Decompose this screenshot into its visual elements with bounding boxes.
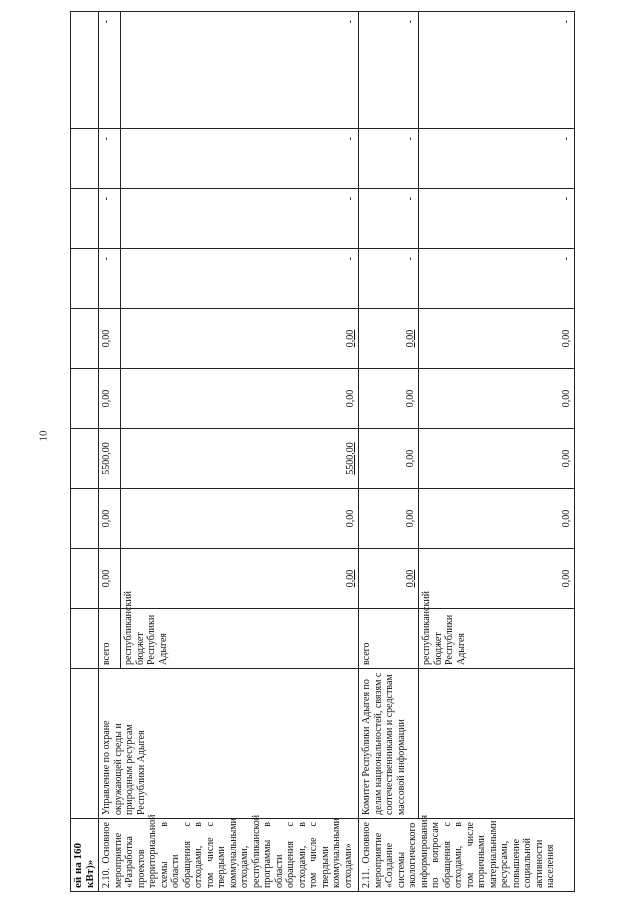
value-cell: 0,00: [99, 309, 121, 369]
dash-cell: -: [359, 129, 419, 189]
dash-cell: -: [121, 12, 359, 129]
source-budget: республиканский бюджет Республики Адыгея: [419, 609, 575, 669]
page-number: 10: [37, 430, 50, 442]
value-cell: 0,00: [121, 549, 359, 609]
table-row: [419, 12, 575, 892]
value-cell: 0,00: [419, 489, 575, 549]
value-cell: 0,00: [121, 369, 359, 429]
value-cell: 0,00: [359, 369, 419, 429]
header-row: [71, 12, 99, 892]
value-cell: 0,00: [419, 369, 575, 429]
value-cell: 0,00: [121, 489, 359, 549]
value-cell: 0,00: [359, 429, 419, 489]
dash-cell: -: [121, 189, 359, 249]
value-cell: 0,00: [419, 309, 575, 369]
header-fragment: ей на 160 кВт)»: [71, 819, 99, 892]
value-cell: 0,00: [419, 429, 575, 489]
dash-cell: -: [99, 249, 121, 309]
value-cell: 0,00: [359, 309, 419, 369]
dash-cell: -: [419, 129, 575, 189]
dash-cell: -: [359, 249, 419, 309]
dash-cell: -: [359, 189, 419, 249]
table-row: [359, 12, 419, 892]
budget-table: [70, 11, 575, 892]
executor-2-10: Управление по охране окружающей среды и природным ресурсам Республики Адыгея: [99, 669, 359, 819]
value-cell: 5500,00: [99, 429, 121, 489]
value-cell: 0,00: [99, 549, 121, 609]
value-cell: 0,00: [99, 369, 121, 429]
source-budget: республиканский бюджет Республики Адыгея: [121, 609, 359, 669]
value-cell: 0,00: [359, 489, 419, 549]
value-cell: 0,00: [359, 549, 419, 609]
value-cell: 0,00: [121, 309, 359, 369]
executor-2-11: Комитет Республики Адыгея по делам национальностей, связям с соотечественниками и средствам массовой информации: [359, 669, 419, 819]
dash-cell: -: [419, 12, 575, 129]
dash-cell: -: [99, 129, 121, 189]
dash-cell: -: [99, 189, 121, 249]
dash-cell: -: [99, 12, 121, 129]
source-total: всего: [359, 609, 419, 669]
rotated-budget-table: [70, 12, 582, 892]
value-cell: 5500,00: [121, 429, 359, 489]
dash-cell: -: [121, 129, 359, 189]
dash-cell: -: [121, 249, 359, 309]
value-cell: 0,00: [99, 489, 121, 549]
measure-2-11: 2.11. Основное мероприятие «Создание системы экологического информирования по вопросам обращения с отходами, в том числе вторичными материальными ресурсами, повышение социальной активности населения: [359, 819, 575, 892]
table-row: [99, 12, 121, 892]
measure-2-10: 2.10. Основное мероприятие «Разработка проектов территориальной схемы в области обращения с отходами, в том числе с твердыми коммунальными отходами, республиканской программы в области обращения с отходами, в том числе с твердыми коммунальными отходами»: [99, 819, 359, 892]
value-cell: 0,00: [419, 549, 575, 609]
source-total: всего: [99, 609, 121, 669]
dash-cell: -: [359, 12, 419, 129]
dash-cell: -: [419, 249, 575, 309]
dash-cell: -: [419, 189, 575, 249]
